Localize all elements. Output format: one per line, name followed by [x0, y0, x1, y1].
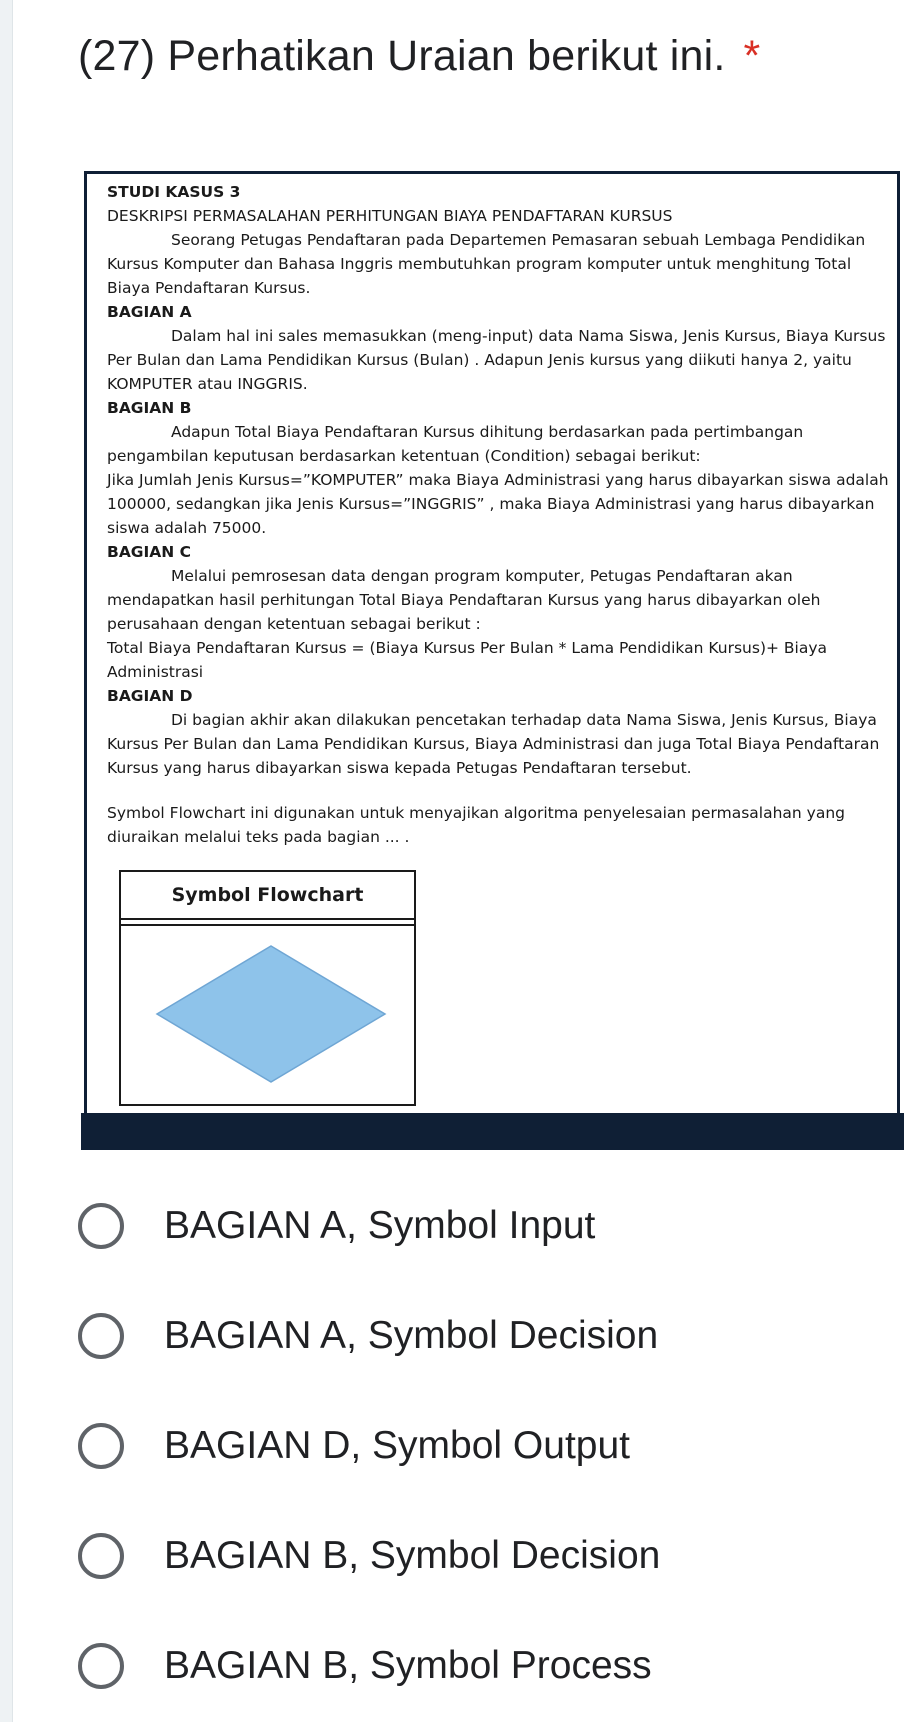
case-study-text	[107, 180, 892, 849]
symbol-flowchart-table	[119, 870, 416, 1106]
bagian-b-paragraph-1: Adapun Total Biaya Pendaftaran Kursus dihitung berdasarkan pada pertimbangan pengambilan keputusan berdasarkan ketentuan (Condition) sebagai berikut:	[107, 423, 804, 465]
symbol-question-text: Symbol Flowchart ini digunakan untuk menyajikan algoritma penyelesaian permasalahan yang diuraikan melalui teks pada bagian ... .	[107, 804, 846, 846]
option-3-label: BAGIAN D, Symbol Output	[164, 1424, 631, 1467]
symbol-table-divider	[121, 920, 414, 926]
case-study-title: STUDI KASUS 3	[107, 183, 241, 201]
radio-circle-icon[interactable]	[78, 1203, 124, 1249]
radio-circle-icon[interactable]	[78, 1313, 124, 1359]
bagian-c-paragraph-1: Melalui pemrosesan data dengan program komputer, Petugas Pendaftaran akan mendapatkan hasil perhitungan Total Biaya Pendaftaran Kursus yang harus dibayarkan oleh perusahaan dengan ketentuan sebagai berikut :	[107, 567, 821, 633]
intro-paragraph: Seorang Petugas Pendaftaran pada Departemen Pemasaran sebuah Lembaga Pendidikan Kursus Komputer dan Bahasa Inggris membutuhkan program komputer untuk menghitung Total Biaya Pendaftaran Kursus.	[107, 231, 866, 297]
option-4[interactable]	[78, 1526, 838, 1586]
option-2[interactable]	[78, 1306, 838, 1366]
bagian-d-paragraph: Di bagian akhir akan dilakukan pencetakan terhadap data Nama Siswa, Jenis Kursus, Biaya Kursus Per Bulan dan Lama Pendidikan Kursus, Biaya Administrasi dan juga Total Biaya Pendaftaran Kursus yang harus dibayarkan siswa kepada Petugas Pendaftaran tersebut.	[107, 711, 880, 777]
option-3[interactable]	[78, 1416, 838, 1476]
bagian-a-paragraph: Dalam hal ini sales memasukkan (meng-input) data Nama Siswa, Jenis Kursus, Biaya Kursus Per Bulan dan Lama Pendidikan Kursus (Bulan) . Adapun Jenis kursus yang diikuti hanya 2, yaitu KOMPUTER atau INGGRIS.	[107, 327, 886, 393]
question-title-text: (27) Perhatikan Uraian berikut ini.	[78, 32, 726, 80]
option-1-label: BAGIAN A, Symbol Input	[164, 1204, 596, 1247]
option-4-label: BAGIAN B, Symbol Decision	[164, 1534, 661, 1577]
bagian-c-paragraph-2: Total Biaya Pendaftaran Kursus = (Biaya Kursus Per Bulan * Lama Pendidikan Kursus)+ Biaya Administrasi	[107, 639, 828, 681]
bagian-a-title: BAGIAN A	[107, 303, 192, 321]
description-title: DESKRIPSI PERMASALAHAN PERHITUNGAN BIAYA PENDAFTARAN KURSUS	[107, 207, 673, 225]
radio-circle-icon[interactable]	[78, 1533, 124, 1579]
symbol-table-header: Symbol Flowchart	[121, 872, 414, 920]
bagian-d-title: BAGIAN D	[107, 687, 193, 705]
required-asterisk: *	[743, 32, 761, 80]
option-5-label: BAGIAN B, Symbol Process	[164, 1644, 652, 1687]
decision-diamond-icon	[155, 944, 387, 1084]
radio-circle-icon[interactable]	[78, 1423, 124, 1469]
left-edge-strip	[0, 0, 13, 1722]
radio-circle-icon[interactable]	[78, 1643, 124, 1689]
option-2-label: BAGIAN A, Symbol Decision	[164, 1314, 659, 1357]
option-5[interactable]	[78, 1636, 838, 1696]
bagian-b-paragraph-2: Jika Jumlah Jenis Kursus=”KOMPUTER” maka Biaya Administrasi yang harus dibayarkan siswa adalah 100000, sedangkan jika Jenis Kursus=”INGGRIS” , maka Biaya Administrasi yang harus dibayarkan siswa adalah 75000.	[107, 471, 889, 537]
decision-diamond-shape	[157, 946, 385, 1082]
case-study-bottom-bar	[81, 1113, 904, 1150]
bagian-c-title: BAGIAN C	[107, 543, 192, 561]
bagian-b-title: BAGIAN B	[107, 399, 192, 417]
question-title	[78, 32, 760, 81]
option-1[interactable]	[78, 1196, 838, 1256]
case-study-image	[81, 170, 904, 1150]
